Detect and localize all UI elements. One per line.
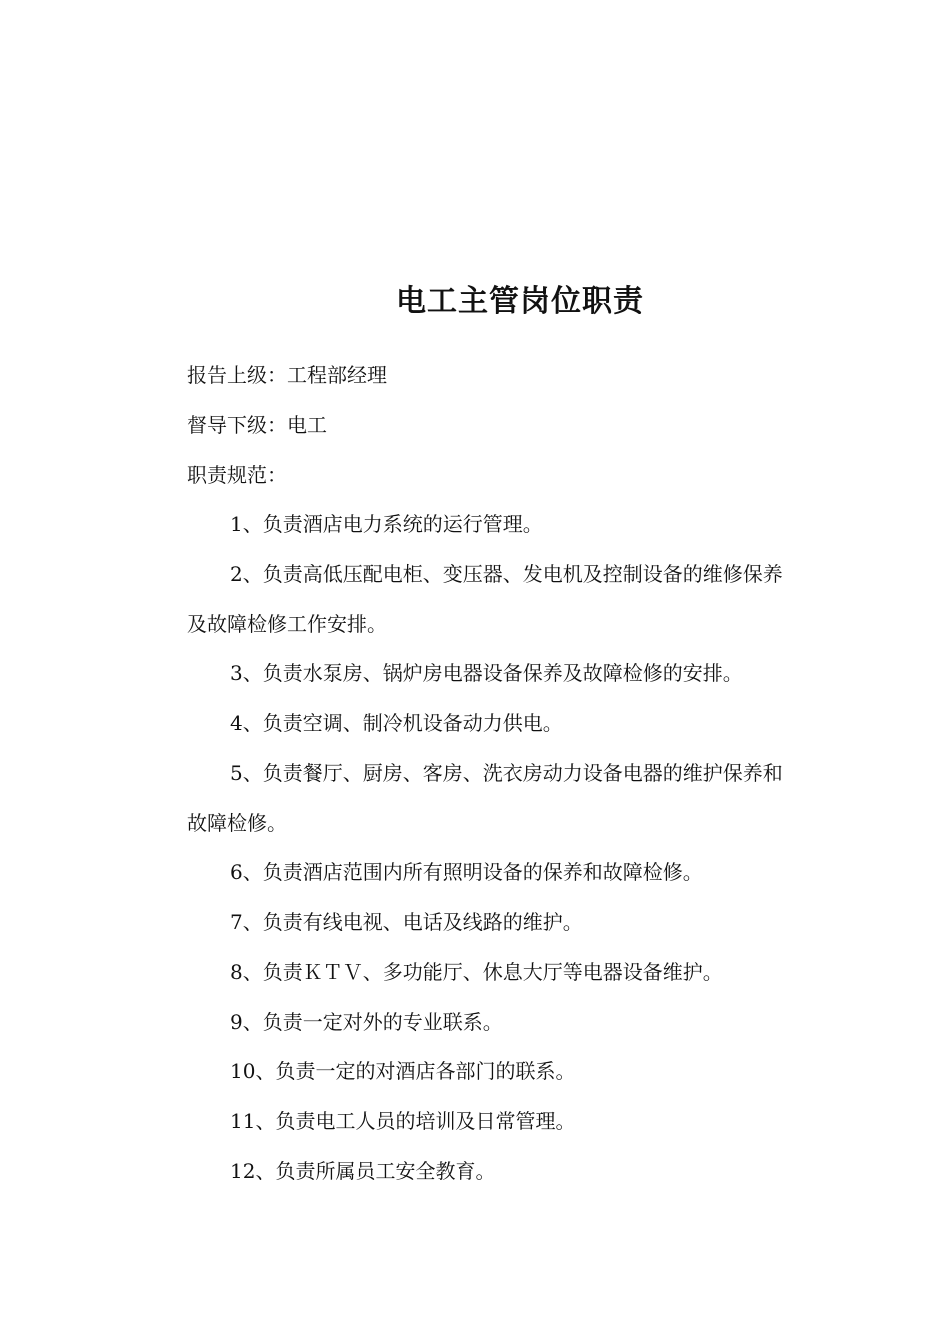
duty-item-2-continued: 及故障检修工作安排。 (187, 612, 387, 636)
duty-item-6: 6、负责酒店范围内所有照明设备的保养和故障检修。 (230, 860, 703, 884)
duty-item-8: 8、负责ＫＴＶ、多功能厅、休息大厅等电器设备维护。 (230, 960, 723, 984)
document-title: 电工主管岗位职责 (396, 284, 644, 319)
duty-item-3: 3、负责水泵房、锅炉房电器设备保养及故障检修的安排。 (230, 661, 743, 685)
duty-item-10: 10、负责一定的对酒店各部门的联系。 (230, 1059, 576, 1083)
duty-item-5: 5、负责餐厅、厨房、客房、洗衣房动力设备电器的维护保养和 (230, 761, 783, 785)
duty-item-5-continued: 故障检修。 (187, 811, 287, 835)
report-to-line: 报告上级：工程部经理 (187, 363, 387, 387)
duty-item-11: 11、负责电工人员的培训及日常管理。 (230, 1109, 576, 1133)
duty-item-7: 7、负责有线电视、电话及线路的维护。 (230, 910, 583, 934)
supervise-line: 督导下级：电工 (187, 413, 327, 437)
duty-item-1: 1、负责酒店电力系统的运行管理。 (230, 512, 543, 536)
duty-item-2: 2、负责高低压配电柜、变压器、发电机及控制设备的维修保养 (230, 562, 783, 586)
duty-item-12: 12、负责所属员工安全教育。 (230, 1159, 496, 1183)
duty-item-4: 4、负责空调、制冷机设备动力供电。 (230, 711, 563, 735)
duty-item-9: 9、负责一定对外的专业联系。 (230, 1010, 503, 1034)
duties-heading: 职责规范： (187, 463, 287, 487)
